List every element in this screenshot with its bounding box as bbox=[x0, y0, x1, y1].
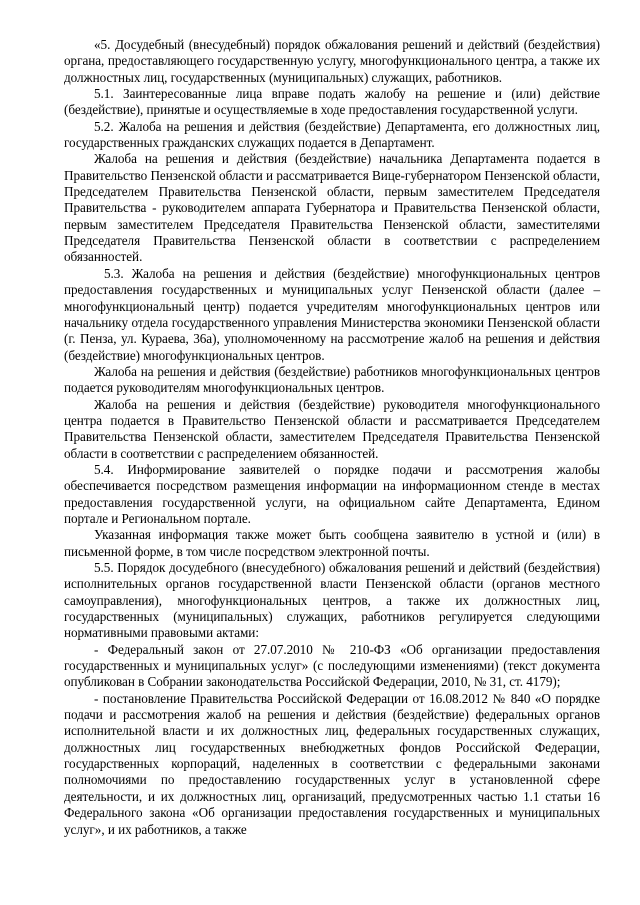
paragraph-5-4: 5.4. Информирование заявителей о порядке подачи и рассмотрения жалобы обеспечивается посредством размещения информации на информационном стенде в местах предоставления государственной услуги, на официальном сайте Департамента, Едином портале и Региональном портале. bbox=[64, 461, 600, 526]
paragraph-section-5-title: «5. Досудебный (внесудебный) порядок обжалования решений и действий (бездействия) органа, предоставляющего государственную услугу, многофункционального центра, а также их должностных лиц, государственных (муниципальных) служащих, работников. bbox=[64, 37, 600, 85]
paragraph-5-3-head: Жалоба на решения и действия (бездействие) руководителя многофункционального центра подается в Правительство Пензенской области и рассматривается Председателем Правительства Пензенской области, заместителем Председателя Правительства Пензенской области в соответствии с распределением обязанностей. bbox=[64, 396, 600, 461]
paragraph-5-2-head-complaint: Жалоба на решения и действия (бездействие) начальника Департамента подается в Правительство Пензенской области и рассматривается Вице-губернатором Пензенской области, Председателем Правительства Пензенской области, первым заместителем Председателя Правительства - руководителем аппарата Губернатора и Правительства Пензенской области, первым заместителем Председателя Правительства Пензенской области, заместителями Председателя Правительства Пензенской области в соответствии с распределением обязанностей. bbox=[64, 151, 600, 265]
paragraph-law-210: - Федеральный закон от 27.07.2010 № 210-ФЗ «Об организации предоставления государственных и муниципальных услуг» (с последующими изменениями) (текст документа опубликован в Собрании законодательства Российской Федерации, 2010, № 31, ст. 4179); bbox=[64, 641, 600, 690]
paragraph-5-2: 5.2. Жалоба на решения и действия (бездействие) Департамента, его должностных лиц, государственных гражданских служащих подается в Департамент. bbox=[64, 118, 600, 151]
paragraph-5-3: 5.3. Жалоба на решения и действия (бездействие) многофункциональных центров предоставления государственных и муниципальных услуг Пензенской области (далее – многофункциональный центр) подается учредителям многофункциональных центров или начальнику отдела государственного управления Министерства экономики Пензенской области (г. Пенза, ул. Кураева, 36а), уполномоченному на рассмотрение жалоб на решения и действия (бездействие) многофункциональных центров. bbox=[64, 265, 600, 363]
paragraph-5-5: 5.5. Порядок досудебного (внесудебного) обжалования решений и действий (бездействия) исполнительных органов государственной власти Пензенской области (органов местного самоуправления), многофункциональных центров, а также их должностных лиц, государственных (муниципальных) служащих, работников регулируется следующими нормативными правовыми актами: bbox=[64, 560, 600, 641]
paragraph-decree-840: - постановление Правительства Российской Федерации от 16.08.2012 № 840 «О порядке подачи и рассмотрения жалоб на решения и действия (бездействие) федеральных органов исполнительной власти и их должностных лиц, федеральных государственных служащих, должностных лиц государственных внебюджетных фондов Российской Федерации, государственных корпораций, наделенных в соответствии с федеральными законами полномочиями по предоставлению государственных услуг в установленной сфере деятельности, и их должностных лиц, организаций, предусмотренных частью 1.1 статьи 16 Федерального закона «Об организации предоставления государственных и муниципальных услуг», и их работников, а также bbox=[64, 690, 600, 837]
paragraph-5-1: 5.1. Заинтересованные лица вправе подать жалобу на решение и (или) действие (бездействие), принятые и осуществляемые в ходе предоставления государственной услуги. bbox=[64, 86, 600, 118]
paragraph-5-4-info: Указанная информация также может быть сообщена заявителю в устной и (или) в письменной форме, в том числе посредством электронной почты. bbox=[64, 527, 600, 559]
document-body bbox=[64, 37, 600, 838]
paragraph-5-3-workers: Жалоба на решения и действия (бездействие) работников многофункциональных центров подается руководителям многофункциональных центров. bbox=[64, 363, 600, 396]
